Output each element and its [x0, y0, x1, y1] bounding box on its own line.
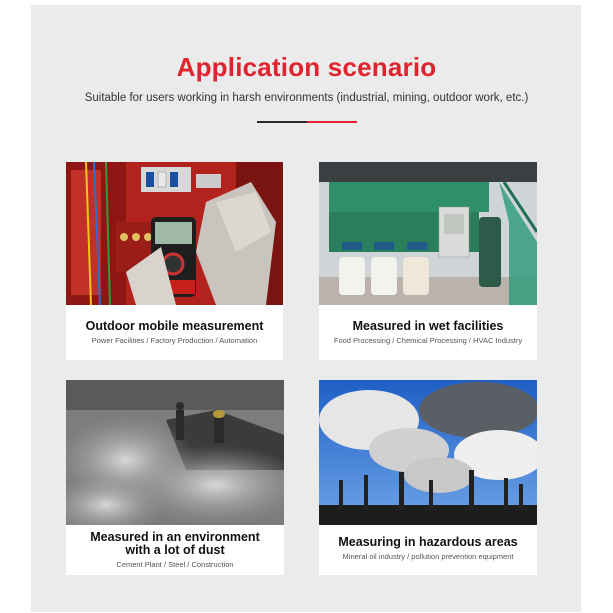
electrical-panel-photo: [66, 162, 283, 305]
page-subtitle: Suitable for users working in harsh environments (industrial, mining, outdoor work, etc.): [84, 92, 529, 104]
card-title: Measured in wet facilities: [352, 319, 504, 333]
water-treatment-photo: [319, 162, 537, 305]
card-caption: [66, 320, 283, 345]
scenario-card-outdoor: [66, 162, 283, 360]
scenario-card-dust: [66, 380, 284, 575]
page-title: Application scenario: [176, 52, 437, 82]
scenario-card-wet: [319, 162, 537, 360]
card-title-line2: with a lot of dust: [125, 543, 225, 557]
scenario-card-hazard: [319, 380, 537, 575]
divider-red-segment: [307, 121, 357, 123]
card-subtitle: Cement Plant / Steel / Construction: [116, 560, 234, 569]
card-title-line1: Measured in an environment: [90, 530, 260, 544]
dusty-site-photo: [66, 380, 284, 525]
card-caption: [66, 531, 284, 569]
card-title: Outdoor mobile measurement: [85, 319, 264, 333]
divider-dark-segment: [257, 121, 307, 123]
title-divider: [257, 121, 357, 123]
smokestacks-photo: [319, 380, 537, 525]
card-caption: [319, 536, 537, 561]
card-subtitle: Mineral oil industry / pollution prevention equipment: [342, 552, 514, 561]
card-subtitle: Power Facilities / Factory Production / Automation: [91, 336, 258, 345]
card-caption: [319, 320, 537, 345]
card-title: Measuring in hazardous areas: [338, 535, 518, 549]
card-subtitle: Food Processing / Chemical Processing / HVAC Industry: [333, 336, 523, 345]
